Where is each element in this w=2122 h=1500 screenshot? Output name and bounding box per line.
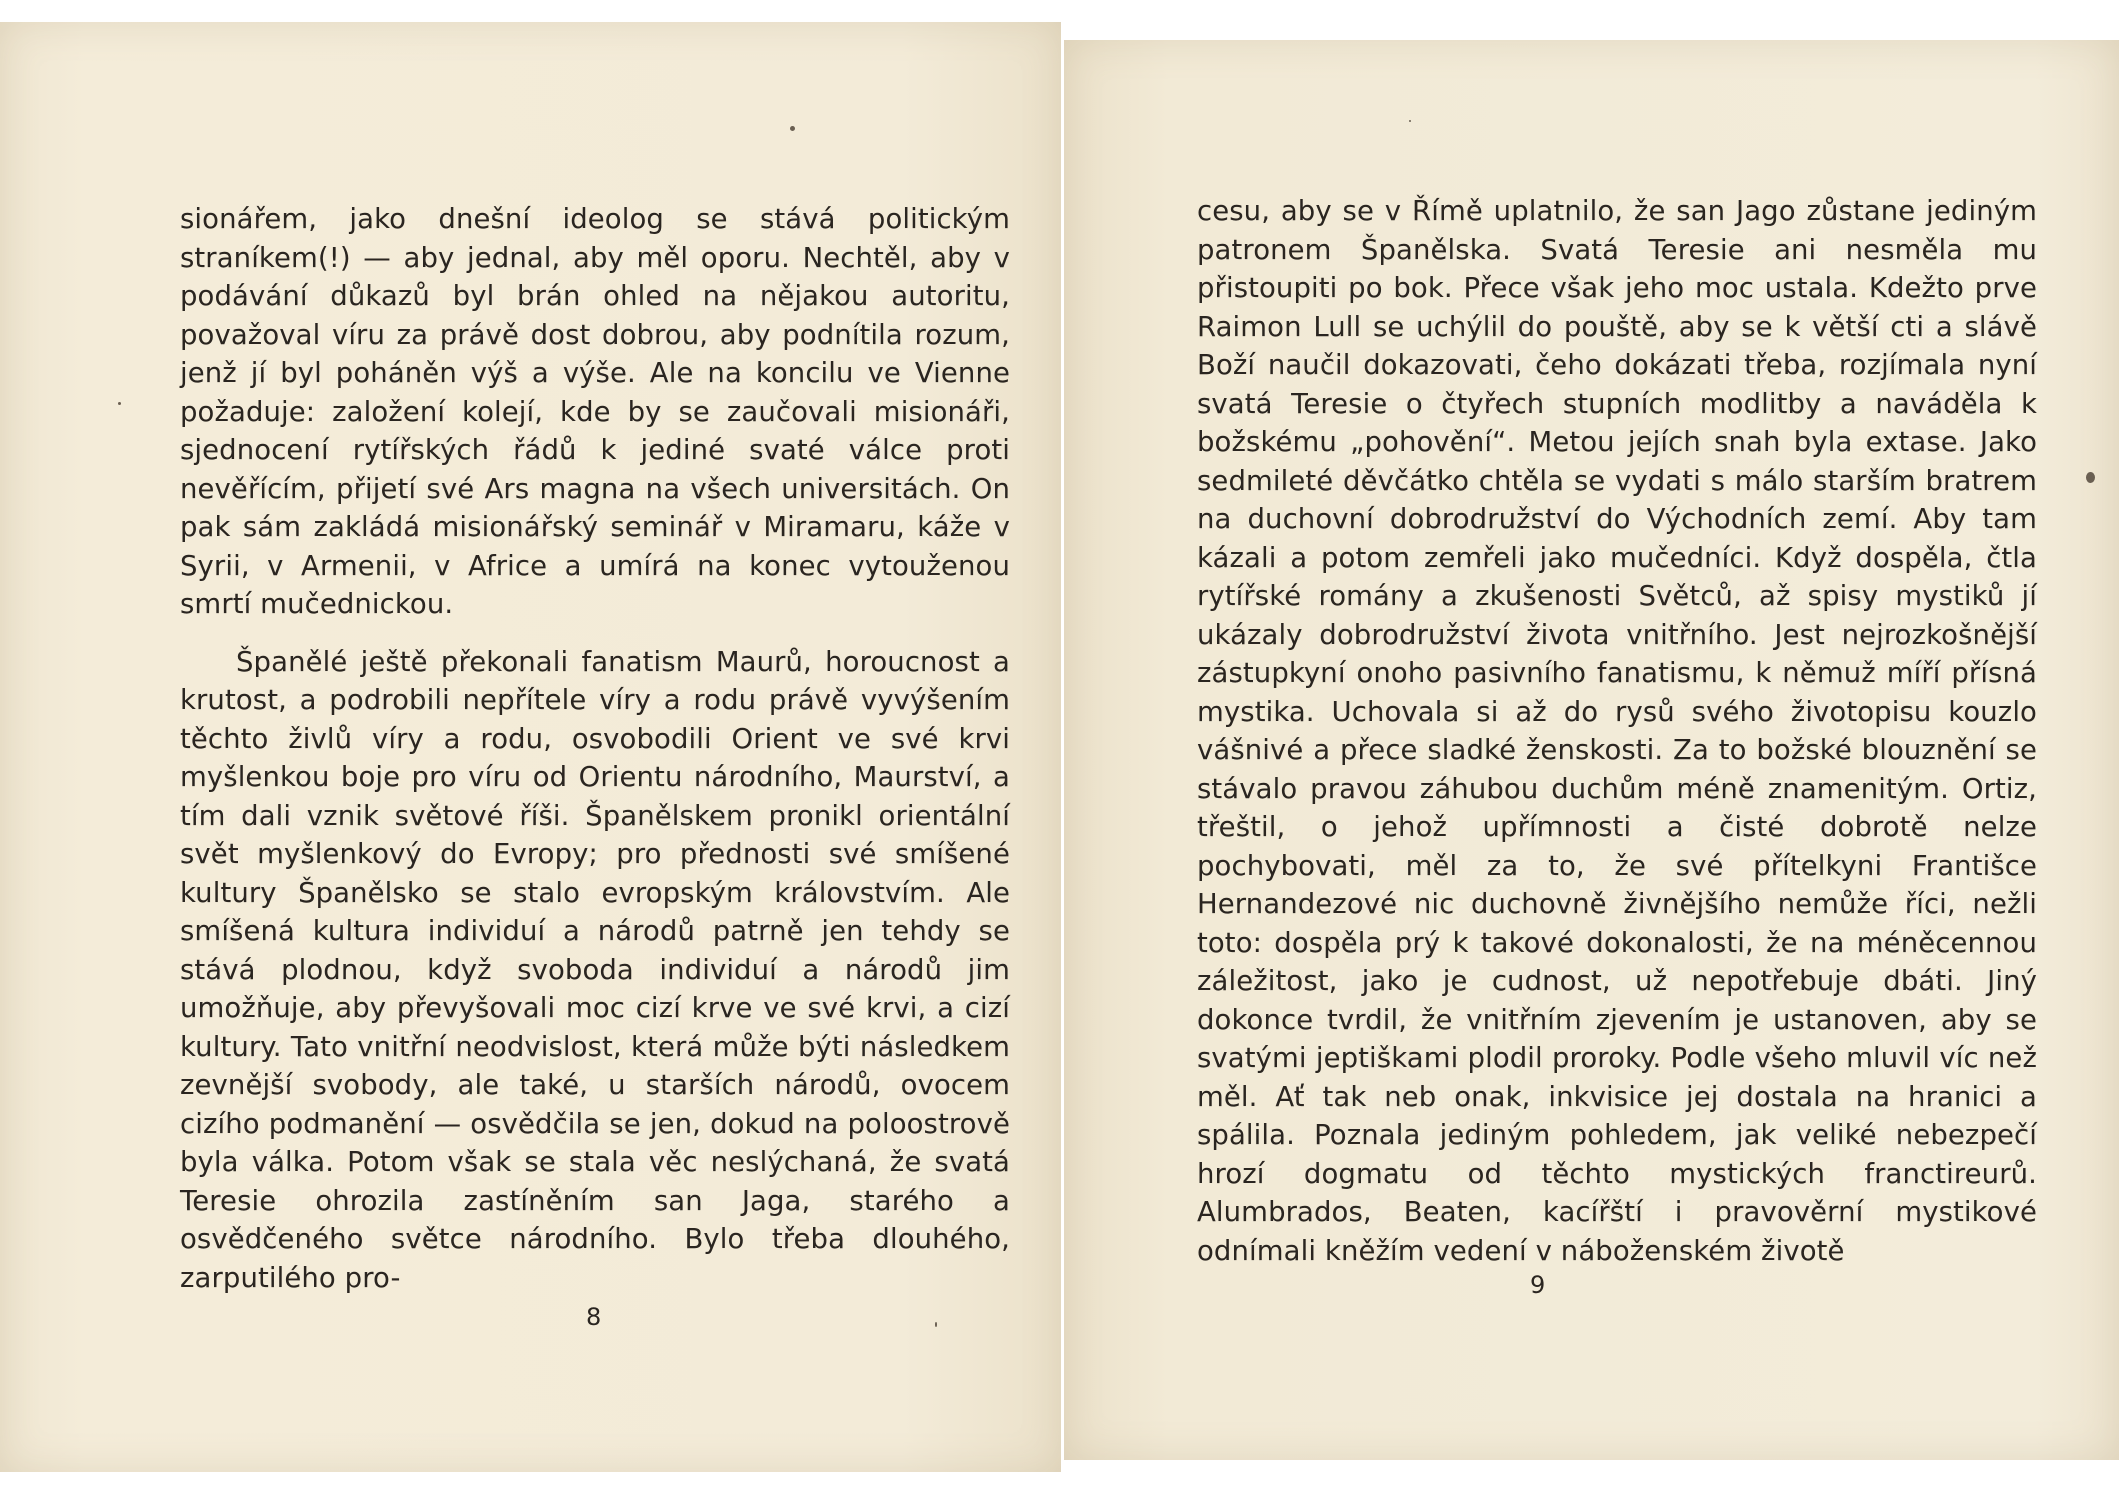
left-page-text (180, 200, 1010, 1297)
paper-speck (118, 402, 121, 405)
paper-speck (790, 126, 795, 131)
right-page-number: 9 (1530, 1271, 1546, 1299)
right-page (1064, 40, 2119, 1460)
paper-speck (935, 1322, 937, 1327)
paper-speck (2086, 472, 2095, 483)
left-page-number: 8 (586, 1303, 602, 1331)
left-page (0, 22, 1061, 1472)
left-paragraph-2: Španělé ještě překonali fanatism Maurů, horoucnost a krutost, a podrobili nepřítele víry a rodu právě vyvýšením těchto živlů víry a rodu, osvobodili Orient ve své krvi myšlenkou boje pro víru od Orientu národního, Maurství, a tím dali vznik světové říši. Španělskem pronikl orientální svět myšlenkový do Evropy; pro přednosti své smíšené kultury Španělsko se stalo evropským královstvím. Ale smíšená kultura individuí a národů patrně jen tehdy se stává plodnou, když svoboda individuí a národů jim umožňuje, aby převyšovali moc cizí krve ve své krvi, a cizí kultury. Tato vnitřní neodvislost, která může býti následkem zevnější svobody, ale také, u starších národů, ovocem cizího podmanění — osvědčila se jen, dokud na poloostrově byla válka. Potom však se stala věc neslýchaná, že svatá Teresie ohrozila zastíněním san Jaga, starého a osvědčeného světce národního. Bylo třeba dlouhého, zarputilého pro- (180, 645, 1010, 1294)
right-paragraph-1: cesu, aby se v Římě uplatnilo, že san Jago zůstane jediným patronem Španělska. Svatá Teresie ani nesměla mu přistoupiti po bok. Přece však jeho moc ustala. Kdežto prve Raimon Lull se uchýlil do pouště, aby se k větší cti a slávě Boží naučil dokazovati, čeho dokázati třeba, rozjímala nyní svatá Teresie o čtyřech stupních modlitby a naváděla k božskému „pohovění“. Metou jejích snah byla extase. Jako sedmileté děvčátko chtěla se vydati s málo starším bratrem na duchovní dobrodružství do Východních zemí. Aby tam kázali a potom zemřeli jako mučedníci. Když dospěla, čtla rytířské romány a zkušenosti Světců, až spisy mystiků jí ukázaly dobrodružství života vnitřního. Jest nejrozkošnější zástupkyní onoho pasivního fanatismu, k němuž míří přísná mystika. Uchovala si až do rysů svého životopisu kouzlo vášnivé a přece sladké ženskosti. Za to božské blouznění se stávalo pravou záhubou duchům méně znamenitým. Ortiz, třeštil, o jehož upřímnosti a čisté dobrotě nelze pochybovati, měl za to, že své přítelkyni Františce Hernandezové nic duchovně živnějšího nemůže říci, nežli toto: dospěla prý k takové dokonalosti, že na méněcennou záležitost, jako je cudnost, už nepotřebuje dbáti. Jiný dokonce tvrdil, že vnitřním zjevením je ustanoven, aby se svatými jeptiškami plodil proroky. Podle všeho mluvil víc než měl. Ať tak neb onak, inkvisice jej dostala na hranici a spálila. Poznala jediným pohledem, jak veliké nebezpečí hrozí dogmatu od těchto mystických franctireurů. Alumbrados, Beaten, kacířští i pravověrní mystikové odnímali kněžím vedení v náboženském životě (1197, 195, 2037, 1267)
paper-speck (1409, 120, 1411, 122)
left-paragraph-1: sionářem, jako dnešní ideolog se stává politickým straníkem(!) — aby jednal, aby měl oporu. Nechtěl, aby v podávání důkazů byl brán ohled na nějakou autoritu, považoval víru za právě dost dobrou, aby podnítila rozum, jenž jí byl poháněn výš a výše. Ale na koncilu ve Vienne požaduje: založení kolejí, kde by se zaučovali misionáři, sjednocení rytířských řádů k jediné svaté válce proti nevěřícím, přijetí své Ars magna na všech universitách. On pak sám zakládá misionářský seminář v Miramaru, káže v Syrii, v Armenii, v Africe a umírá na konec vytouženou smrtí mučednickou. (180, 203, 1010, 620)
right-page-text (1197, 192, 2037, 1270)
